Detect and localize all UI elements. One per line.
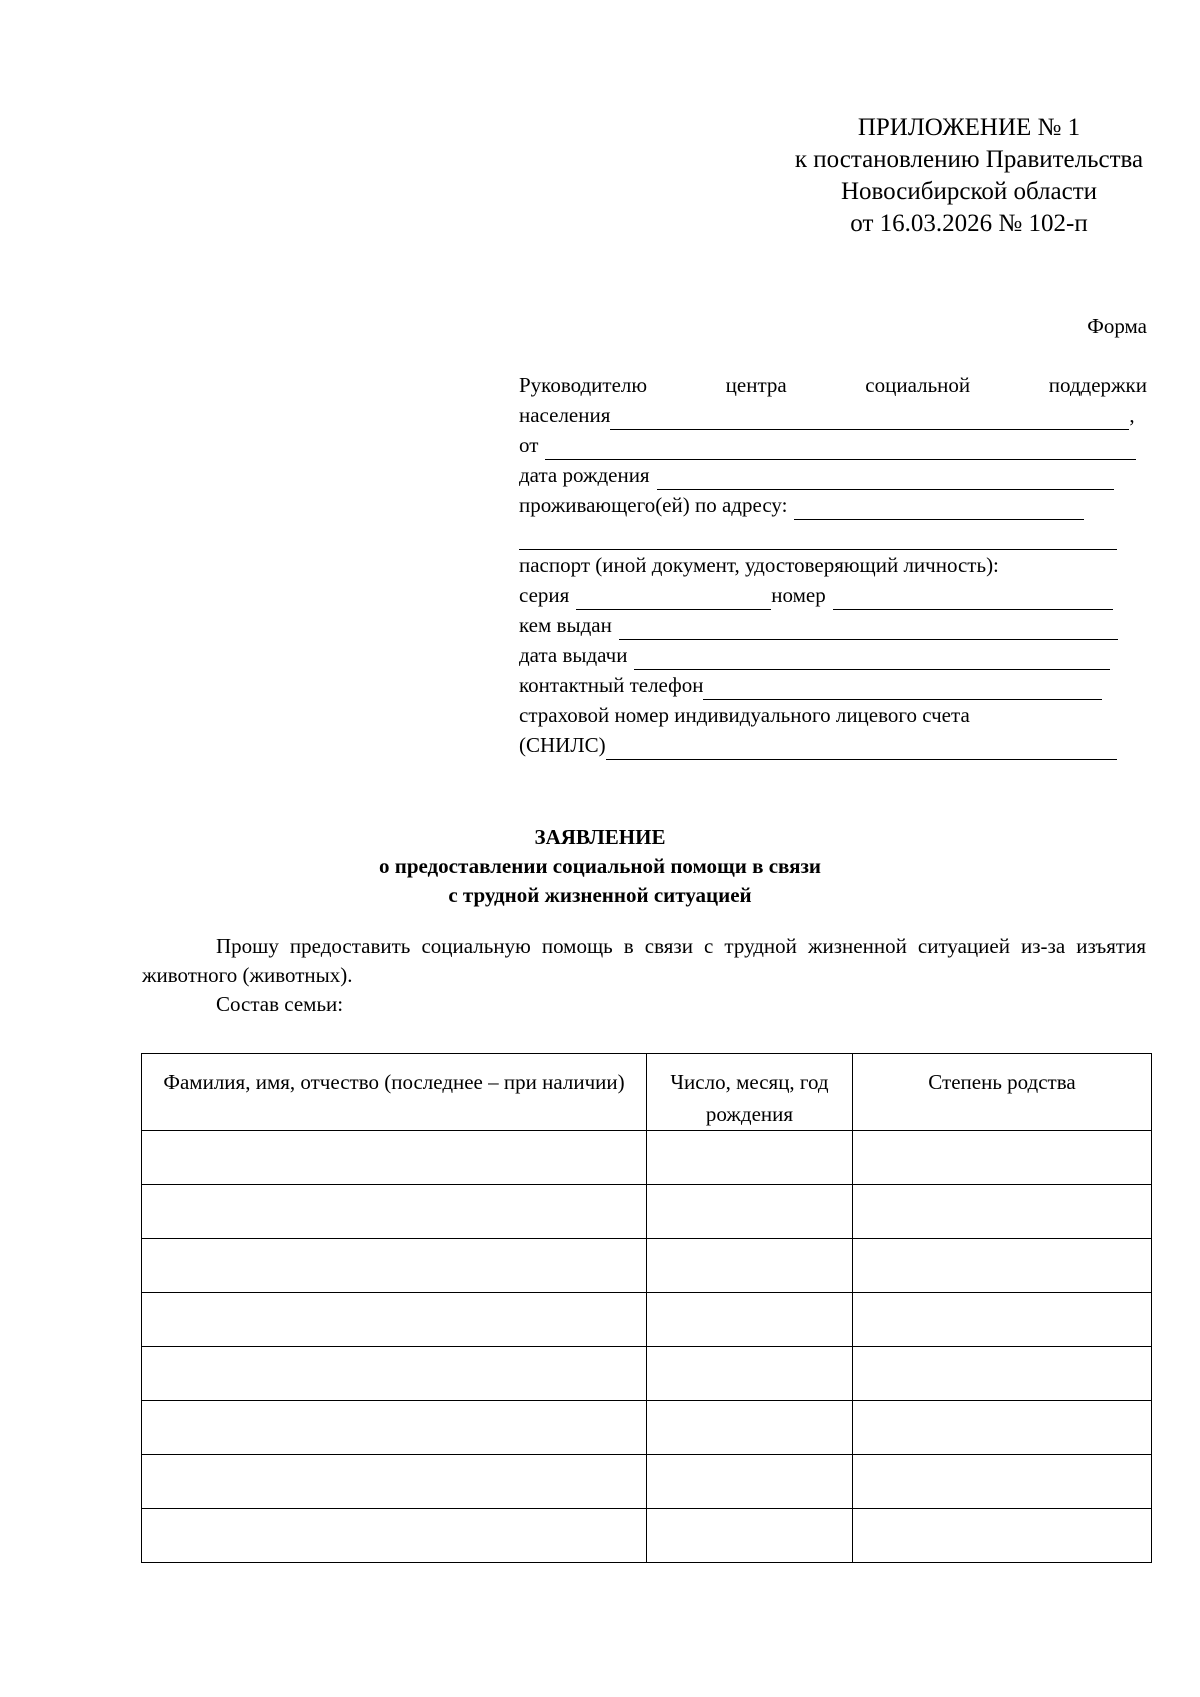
series-number-row xyxy=(519,580,1147,610)
address-row-2 xyxy=(519,520,1147,550)
document-title xyxy=(0,823,1200,910)
family-label: Состав семьи: xyxy=(216,992,344,1016)
birth-date-field[interactable] xyxy=(657,467,1114,490)
population-field[interactable] xyxy=(610,407,1129,430)
cell-relationship[interactable] xyxy=(853,1455,1152,1509)
appendix-date: от 16.03.2026 № 102-п xyxy=(850,210,1088,237)
appendix-header xyxy=(699,112,1200,240)
header-full-name: Фамилия, имя, отчество (последнее – при наличии) xyxy=(142,1054,647,1131)
cell-birth-date[interactable] xyxy=(647,1347,853,1401)
cell-full-name[interactable] xyxy=(142,1293,647,1347)
table-header-row xyxy=(142,1054,1152,1131)
passport-row xyxy=(519,550,1147,580)
issue-date-field[interactable] xyxy=(634,647,1110,670)
cell-relationship[interactable] xyxy=(853,1401,1152,1455)
addressee-line-1 xyxy=(519,370,1147,400)
header-relationship: Степень родства xyxy=(853,1054,1152,1131)
from-field[interactable] xyxy=(545,437,1136,460)
number-field[interactable] xyxy=(833,587,1113,610)
cell-full-name[interactable] xyxy=(142,1401,647,1455)
issue-date-row xyxy=(519,640,1147,670)
cell-relationship[interactable] xyxy=(853,1347,1152,1401)
title-line-2: о предоставлении социальной помощи в связи xyxy=(378,854,822,878)
title-line-1: ЗАЯВЛЕНИЕ xyxy=(534,825,666,849)
snils-row-2 xyxy=(519,730,1147,760)
cell-relationship[interactable] xyxy=(853,1185,1152,1239)
table-row xyxy=(142,1239,1152,1293)
appendix-decree: к постановлению Правительства xyxy=(794,146,1144,173)
number-label: номер xyxy=(771,583,826,607)
series-label: серия xyxy=(519,583,570,607)
population-row xyxy=(519,400,1147,430)
addressee-word-3: социальной xyxy=(865,373,971,397)
issued-by-field[interactable] xyxy=(619,617,1118,640)
series-field[interactable] xyxy=(576,587,771,610)
addressee-word-2: центра xyxy=(725,373,787,397)
request-paragraph: Прошу предоставить социальную помощь в связи с трудной жизненной ситуацией из-за изъятия животного (животных). xyxy=(142,934,1146,987)
cell-full-name[interactable] xyxy=(142,1239,647,1293)
cell-relationship[interactable] xyxy=(853,1293,1152,1347)
appendix-number: ПРИЛОЖЕНИЕ № 1 xyxy=(857,114,1081,141)
cell-birth-date[interactable] xyxy=(647,1131,853,1185)
form-label: Форма xyxy=(1087,314,1147,338)
header-birth-date: Число, месяц, год рождения xyxy=(647,1054,853,1131)
address-label: проживающего(ей) по адресу: xyxy=(519,493,788,517)
title-line-3: с трудной жизненной ситуацией xyxy=(448,883,752,907)
snils-field[interactable] xyxy=(606,737,1117,760)
cell-full-name[interactable] xyxy=(142,1347,647,1401)
table-row xyxy=(142,1293,1152,1347)
cell-birth-date[interactable] xyxy=(647,1239,853,1293)
table-row xyxy=(142,1509,1152,1563)
cell-full-name[interactable] xyxy=(142,1131,647,1185)
addressee-word-4: поддержки xyxy=(1048,373,1147,397)
statement-body xyxy=(142,932,1146,1019)
cell-relationship[interactable] xyxy=(853,1131,1152,1185)
address-field-2[interactable] xyxy=(519,527,1117,550)
appendix-region: Новосибирской области xyxy=(840,178,1098,205)
population-comma: , xyxy=(1129,403,1135,427)
phone-label: контактный телефон xyxy=(519,673,704,697)
cell-birth-date[interactable] xyxy=(647,1455,853,1509)
from-row xyxy=(519,430,1147,460)
cell-full-name[interactable] xyxy=(142,1185,647,1239)
phone-row xyxy=(519,670,1147,700)
address-row xyxy=(519,490,1147,520)
table-row xyxy=(142,1185,1152,1239)
cell-birth-date[interactable] xyxy=(647,1509,853,1563)
cell-relationship[interactable] xyxy=(853,1509,1152,1563)
phone-field[interactable] xyxy=(703,677,1102,700)
passport-label: паспорт (иной документ, удостоверяющий личность): xyxy=(519,553,999,577)
population-label: населения xyxy=(519,403,611,427)
family-table xyxy=(141,1053,1152,1563)
snils-abbrev: (СНИЛС) xyxy=(519,733,606,757)
table-row xyxy=(142,1347,1152,1401)
addressee-word-1: Руководителю xyxy=(519,373,648,397)
table-row xyxy=(142,1401,1152,1455)
cell-birth-date[interactable] xyxy=(647,1293,853,1347)
snils-label: страховой номер индивидуального лицевого счета xyxy=(519,703,970,727)
snils-row-1 xyxy=(519,700,1147,730)
cell-birth-date[interactable] xyxy=(647,1401,853,1455)
cell-full-name[interactable] xyxy=(142,1509,647,1563)
table-row xyxy=(142,1455,1152,1509)
table-row xyxy=(142,1131,1152,1185)
birth-date-label: дата рождения xyxy=(519,463,650,487)
cell-relationship[interactable] xyxy=(853,1239,1152,1293)
issued-by-label: кем выдан xyxy=(519,613,612,637)
address-field[interactable] xyxy=(794,497,1084,520)
cell-full-name[interactable] xyxy=(142,1455,647,1509)
cell-birth-date[interactable] xyxy=(647,1185,853,1239)
issued-by-row xyxy=(519,610,1147,640)
issue-date-label: дата выдачи xyxy=(519,643,628,667)
birth-date-row xyxy=(519,460,1147,490)
addressee-block xyxy=(519,370,1147,760)
from-label: от xyxy=(519,433,539,457)
